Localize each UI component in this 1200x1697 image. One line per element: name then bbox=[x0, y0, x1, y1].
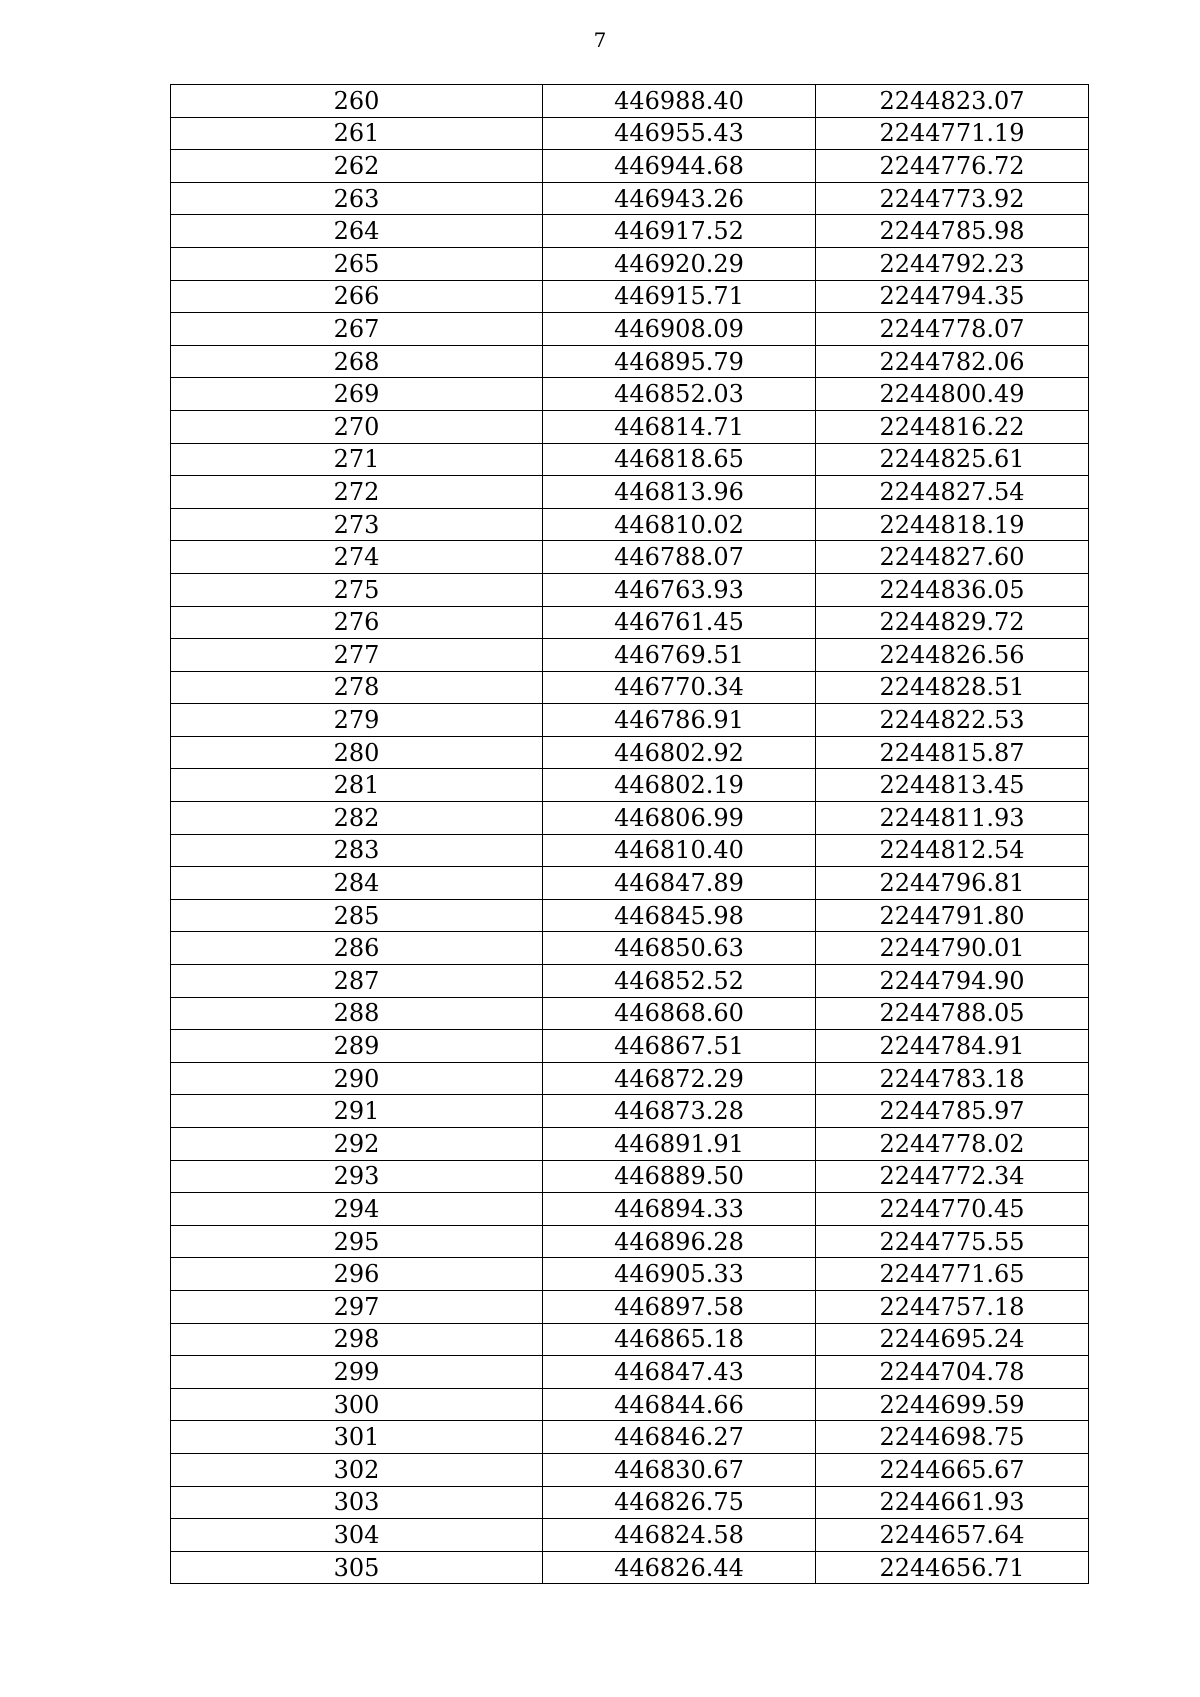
x-coordinate-cell: 446917.52 bbox=[543, 215, 816, 248]
point-number-cell: 269 bbox=[171, 378, 543, 411]
x-coordinate-cell: 446944.68 bbox=[543, 150, 816, 183]
point-number-cell: 299 bbox=[171, 1356, 543, 1389]
table-row bbox=[171, 899, 1089, 932]
y-coordinate-cell: 2244775.55 bbox=[816, 1225, 1089, 1258]
y-coordinate-cell: 2244757.18 bbox=[816, 1290, 1089, 1323]
x-coordinate-cell: 446847.89 bbox=[543, 867, 816, 900]
x-coordinate-cell: 446810.02 bbox=[543, 508, 816, 541]
point-number-cell: 274 bbox=[171, 541, 543, 574]
point-number-cell: 273 bbox=[171, 508, 543, 541]
x-coordinate-cell: 446818.65 bbox=[543, 443, 816, 476]
coordinates-table-body bbox=[171, 85, 1089, 1584]
table-row bbox=[171, 997, 1089, 1030]
x-coordinate-cell: 446788.07 bbox=[543, 541, 816, 574]
point-number-cell: 295 bbox=[171, 1225, 543, 1258]
table-row bbox=[171, 573, 1089, 606]
x-coordinate-cell: 446824.58 bbox=[543, 1519, 816, 1552]
table-row bbox=[171, 1160, 1089, 1193]
x-coordinate-cell: 446846.27 bbox=[543, 1421, 816, 1454]
x-coordinate-cell: 446943.26 bbox=[543, 182, 816, 215]
x-coordinate-cell: 446810.40 bbox=[543, 834, 816, 867]
table-row bbox=[171, 247, 1089, 280]
y-coordinate-cell: 2244792.23 bbox=[816, 247, 1089, 280]
y-coordinate-cell: 2244791.80 bbox=[816, 899, 1089, 932]
table-row bbox=[171, 508, 1089, 541]
table-row bbox=[171, 867, 1089, 900]
y-coordinate-cell: 2244784.91 bbox=[816, 1030, 1089, 1063]
y-coordinate-cell: 2244657.64 bbox=[816, 1519, 1089, 1552]
table-row bbox=[171, 182, 1089, 215]
x-coordinate-cell: 446826.44 bbox=[543, 1551, 816, 1584]
x-coordinate-cell: 446868.60 bbox=[543, 997, 816, 1030]
table-row bbox=[171, 802, 1089, 835]
table-row bbox=[171, 1062, 1089, 1095]
y-coordinate-cell: 2244827.54 bbox=[816, 476, 1089, 509]
table-row bbox=[171, 1421, 1089, 1454]
table-row bbox=[171, 85, 1089, 118]
point-number-cell: 266 bbox=[171, 280, 543, 313]
table-row bbox=[171, 1519, 1089, 1552]
y-coordinate-cell: 2244772.34 bbox=[816, 1160, 1089, 1193]
x-coordinate-cell: 446872.29 bbox=[543, 1062, 816, 1095]
point-number-cell: 265 bbox=[171, 247, 543, 280]
point-number-cell: 270 bbox=[171, 410, 543, 443]
y-coordinate-cell: 2244826.56 bbox=[816, 639, 1089, 672]
point-number-cell: 283 bbox=[171, 834, 543, 867]
y-coordinate-cell: 2244788.05 bbox=[816, 997, 1089, 1030]
y-coordinate-cell: 2244827.60 bbox=[816, 541, 1089, 574]
x-coordinate-cell: 446895.79 bbox=[543, 345, 816, 378]
y-coordinate-cell: 2244771.19 bbox=[816, 117, 1089, 150]
point-number-cell: 260 bbox=[171, 85, 543, 118]
coordinates-table bbox=[170, 84, 1089, 1584]
y-coordinate-cell: 2244704.78 bbox=[816, 1356, 1089, 1389]
table-row bbox=[171, 834, 1089, 867]
point-number-cell: 278 bbox=[171, 671, 543, 704]
point-number-cell: 262 bbox=[171, 150, 543, 183]
table-row bbox=[171, 1551, 1089, 1584]
point-number-cell: 275 bbox=[171, 573, 543, 606]
point-number-cell: 290 bbox=[171, 1062, 543, 1095]
point-number-cell: 285 bbox=[171, 899, 543, 932]
table-row bbox=[171, 1486, 1089, 1519]
point-number-cell: 289 bbox=[171, 1030, 543, 1063]
y-coordinate-cell: 2244773.92 bbox=[816, 182, 1089, 215]
table-row bbox=[171, 671, 1089, 704]
y-coordinate-cell: 2244785.97 bbox=[816, 1095, 1089, 1128]
y-coordinate-cell: 2244813.45 bbox=[816, 769, 1089, 802]
table-row bbox=[171, 965, 1089, 998]
y-coordinate-cell: 2244790.01 bbox=[816, 932, 1089, 965]
table-row bbox=[171, 150, 1089, 183]
x-coordinate-cell: 446769.51 bbox=[543, 639, 816, 672]
y-coordinate-cell: 2244811.93 bbox=[816, 802, 1089, 835]
y-coordinate-cell: 2244825.61 bbox=[816, 443, 1089, 476]
table-row bbox=[171, 932, 1089, 965]
point-number-cell: 263 bbox=[171, 182, 543, 215]
table-row bbox=[171, 1128, 1089, 1161]
table-row bbox=[171, 736, 1089, 769]
point-number-cell: 272 bbox=[171, 476, 543, 509]
y-coordinate-cell: 2244822.53 bbox=[816, 704, 1089, 737]
table-row bbox=[171, 1095, 1089, 1128]
table-row bbox=[171, 1388, 1089, 1421]
x-coordinate-cell: 446865.18 bbox=[543, 1323, 816, 1356]
table-row bbox=[171, 1290, 1089, 1323]
table-row bbox=[171, 280, 1089, 313]
table-row bbox=[171, 117, 1089, 150]
point-number-cell: 277 bbox=[171, 639, 543, 672]
y-coordinate-cell: 2244698.75 bbox=[816, 1421, 1089, 1454]
point-number-cell: 276 bbox=[171, 606, 543, 639]
table-row bbox=[171, 476, 1089, 509]
y-coordinate-cell: 2244812.54 bbox=[816, 834, 1089, 867]
table-row bbox=[171, 704, 1089, 737]
point-number-cell: 271 bbox=[171, 443, 543, 476]
page-number: 7 bbox=[593, 28, 607, 52]
x-coordinate-cell: 446852.52 bbox=[543, 965, 816, 998]
y-coordinate-cell: 2244661.93 bbox=[816, 1486, 1089, 1519]
x-coordinate-cell: 446905.33 bbox=[543, 1258, 816, 1291]
point-number-cell: 268 bbox=[171, 345, 543, 378]
y-coordinate-cell: 2244836.05 bbox=[816, 573, 1089, 606]
x-coordinate-cell: 446891.91 bbox=[543, 1128, 816, 1161]
table-row bbox=[171, 769, 1089, 802]
point-number-cell: 287 bbox=[171, 965, 543, 998]
table-row bbox=[171, 1258, 1089, 1291]
y-coordinate-cell: 2244828.51 bbox=[816, 671, 1089, 704]
x-coordinate-cell: 446770.34 bbox=[543, 671, 816, 704]
y-coordinate-cell: 2244783.18 bbox=[816, 1062, 1089, 1095]
y-coordinate-cell: 2244770.45 bbox=[816, 1193, 1089, 1226]
x-coordinate-cell: 446847.43 bbox=[543, 1356, 816, 1389]
y-coordinate-cell: 2244794.35 bbox=[816, 280, 1089, 313]
y-coordinate-cell: 2244782.06 bbox=[816, 345, 1089, 378]
table-row bbox=[171, 1030, 1089, 1063]
point-number-cell: 293 bbox=[171, 1160, 543, 1193]
y-coordinate-cell: 2244665.67 bbox=[816, 1453, 1089, 1486]
y-coordinate-cell: 2244794.90 bbox=[816, 965, 1089, 998]
x-coordinate-cell: 446806.99 bbox=[543, 802, 816, 835]
x-coordinate-cell: 446826.75 bbox=[543, 1486, 816, 1519]
point-number-cell: 284 bbox=[171, 867, 543, 900]
x-coordinate-cell: 446908.09 bbox=[543, 313, 816, 346]
y-coordinate-cell: 2244796.81 bbox=[816, 867, 1089, 900]
y-coordinate-cell: 2244695.24 bbox=[816, 1323, 1089, 1356]
y-coordinate-cell: 2244778.02 bbox=[816, 1128, 1089, 1161]
y-coordinate-cell: 2244823.07 bbox=[816, 85, 1089, 118]
x-coordinate-cell: 446802.19 bbox=[543, 769, 816, 802]
table-row bbox=[171, 443, 1089, 476]
point-number-cell: 292 bbox=[171, 1128, 543, 1161]
point-number-cell: 302 bbox=[171, 1453, 543, 1486]
table-row bbox=[171, 1356, 1089, 1389]
table-row bbox=[171, 410, 1089, 443]
table-row bbox=[171, 606, 1089, 639]
point-number-cell: 280 bbox=[171, 736, 543, 769]
table-row bbox=[171, 378, 1089, 411]
point-number-cell: 303 bbox=[171, 1486, 543, 1519]
table-row bbox=[171, 639, 1089, 672]
x-coordinate-cell: 446889.50 bbox=[543, 1160, 816, 1193]
x-coordinate-cell: 446897.58 bbox=[543, 1290, 816, 1323]
y-coordinate-cell: 2244699.59 bbox=[816, 1388, 1089, 1421]
point-number-cell: 267 bbox=[171, 313, 543, 346]
x-coordinate-cell: 446920.29 bbox=[543, 247, 816, 280]
x-coordinate-cell: 446894.33 bbox=[543, 1193, 816, 1226]
table-row bbox=[171, 345, 1089, 378]
point-number-cell: 301 bbox=[171, 1421, 543, 1454]
point-number-cell: 300 bbox=[171, 1388, 543, 1421]
x-coordinate-cell: 446813.96 bbox=[543, 476, 816, 509]
x-coordinate-cell: 446814.71 bbox=[543, 410, 816, 443]
table-row bbox=[171, 1225, 1089, 1258]
table-row bbox=[171, 1453, 1089, 1486]
y-coordinate-cell: 2244656.71 bbox=[816, 1551, 1089, 1584]
x-coordinate-cell: 446955.43 bbox=[543, 117, 816, 150]
x-coordinate-cell: 446844.66 bbox=[543, 1388, 816, 1421]
x-coordinate-cell: 446763.93 bbox=[543, 573, 816, 606]
point-number-cell: 288 bbox=[171, 997, 543, 1030]
x-coordinate-cell: 446802.92 bbox=[543, 736, 816, 769]
point-number-cell: 261 bbox=[171, 117, 543, 150]
x-coordinate-cell: 446915.71 bbox=[543, 280, 816, 313]
point-number-cell: 264 bbox=[171, 215, 543, 248]
x-coordinate-cell: 446867.51 bbox=[543, 1030, 816, 1063]
point-number-cell: 304 bbox=[171, 1519, 543, 1552]
point-number-cell: 282 bbox=[171, 802, 543, 835]
point-number-cell: 298 bbox=[171, 1323, 543, 1356]
point-number-cell: 296 bbox=[171, 1258, 543, 1291]
point-number-cell: 291 bbox=[171, 1095, 543, 1128]
x-coordinate-cell: 446830.67 bbox=[543, 1453, 816, 1486]
y-coordinate-cell: 2244771.65 bbox=[816, 1258, 1089, 1291]
point-number-cell: 294 bbox=[171, 1193, 543, 1226]
point-number-cell: 286 bbox=[171, 932, 543, 965]
x-coordinate-cell: 446845.98 bbox=[543, 899, 816, 932]
x-coordinate-cell: 446786.91 bbox=[543, 704, 816, 737]
x-coordinate-cell: 446896.28 bbox=[543, 1225, 816, 1258]
x-coordinate-cell: 446850.63 bbox=[543, 932, 816, 965]
table-row bbox=[171, 215, 1089, 248]
x-coordinate-cell: 446761.45 bbox=[543, 606, 816, 639]
point-number-cell: 279 bbox=[171, 704, 543, 737]
point-number-cell: 305 bbox=[171, 1551, 543, 1584]
table-row bbox=[171, 541, 1089, 574]
y-coordinate-cell: 2244829.72 bbox=[816, 606, 1089, 639]
table-row bbox=[171, 313, 1089, 346]
x-coordinate-cell: 446988.40 bbox=[543, 85, 816, 118]
point-number-cell: 297 bbox=[171, 1290, 543, 1323]
y-coordinate-cell: 2244785.98 bbox=[816, 215, 1089, 248]
y-coordinate-cell: 2244776.72 bbox=[816, 150, 1089, 183]
table-row bbox=[171, 1323, 1089, 1356]
y-coordinate-cell: 2244815.87 bbox=[816, 736, 1089, 769]
x-coordinate-cell: 446852.03 bbox=[543, 378, 816, 411]
y-coordinate-cell: 2244816.22 bbox=[816, 410, 1089, 443]
table-row bbox=[171, 1193, 1089, 1226]
y-coordinate-cell: 2244800.49 bbox=[816, 378, 1089, 411]
y-coordinate-cell: 2244818.19 bbox=[816, 508, 1089, 541]
point-number-cell: 281 bbox=[171, 769, 543, 802]
x-coordinate-cell: 446873.28 bbox=[543, 1095, 816, 1128]
y-coordinate-cell: 2244778.07 bbox=[816, 313, 1089, 346]
